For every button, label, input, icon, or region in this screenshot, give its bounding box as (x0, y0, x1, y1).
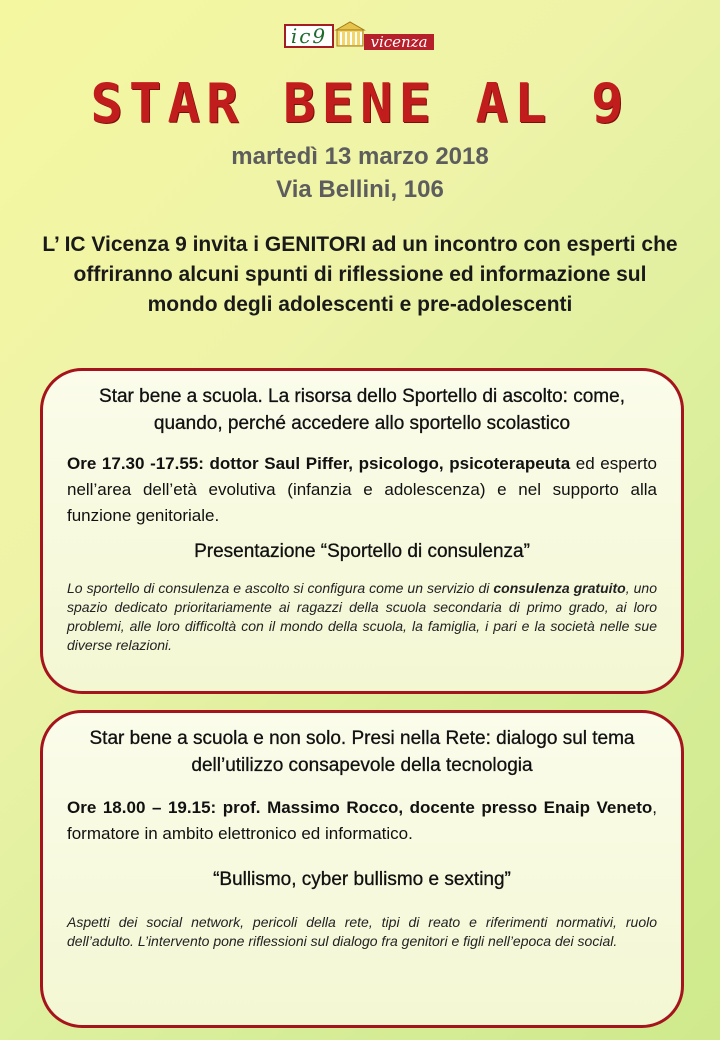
session-1-description (67, 579, 657, 655)
session-1-time-speaker: Ore 17.30 -17.55: dottor Saul Piffer, psicologo, psicoterapeuta (67, 454, 571, 473)
event-address: Via Bellini, 106 (276, 176, 444, 203)
session-2-description: Aspetti dei social network, pericoli della rete, tipi di reato e riferimenti normativi, ruolo dell’adulto. L’intervento pone riflessioni sul dialogo fra genitori e figli nell’epoca dei social. (67, 914, 657, 949)
session-1-presentation: Presentazione “Sportello di consulenza” (194, 541, 530, 562)
logo-ic9-text: ic9 (284, 24, 334, 48)
session-2-time-speaker: Ore 18.00 – 19.15: prof. Massimo Rocco, docente presso Enaip Veneto (67, 798, 653, 817)
session-1-speaker (67, 451, 657, 529)
session-1-desc-start: Lo sportello di consulenza e ascolto si configura come un servizio di (67, 580, 494, 596)
session-1-desc-end: , uno spazio dedicato prioritariamente ai ragazzi della scuola secondaria di primo grado, ai loro problemi, alle loro difficoltà con il mondo della scuola, la famiglia, i pari e la società nelle sue diverse relazioni. (67, 580, 657, 653)
session-2-presentation: “Bullismo, cyber bullismo e sexting” (213, 869, 511, 890)
logo-vicenza-text: vicenza (364, 34, 434, 50)
session-2-card (40, 710, 684, 1028)
session-2-speaker-bio: , formatore in ambito elettronico ed informatico. (67, 798, 657, 843)
school-logo (284, 20, 434, 50)
event-date: martedì 13 marzo 2018 (231, 143, 489, 170)
session-1-heading: Star bene a scuola. La risorsa dello Sportello di ascolto: come, quando, perché accedere allo sportello scolastico (99, 386, 625, 434)
session-1-speaker-bio: ed esperto nell’area dell’età evolutiva (infanzia e adolescenza) e nel supporto alla funzione genitoriale. (67, 454, 657, 525)
session-1-desc-emphasis: consulenza gratuito (493, 580, 626, 596)
session-2-speaker (67, 795, 657, 847)
building-icon (334, 20, 366, 48)
intro-text: L’ IC Vicenza 9 invita i GENITORI ad un incontro con esperti che offriranno alcuni spunti di riflessione ed informazione sul mondo degli adolescenti e pre-adolescenti (42, 233, 678, 316)
session-2-heading: Star bene a scuola e non solo. Presi nella Rete: dialogo sul tema dell’utilizzo consapevole della tecnologia (89, 728, 635, 776)
session-1-card (40, 368, 684, 694)
event-title: STAR BENE AL 9 (90, 72, 630, 135)
